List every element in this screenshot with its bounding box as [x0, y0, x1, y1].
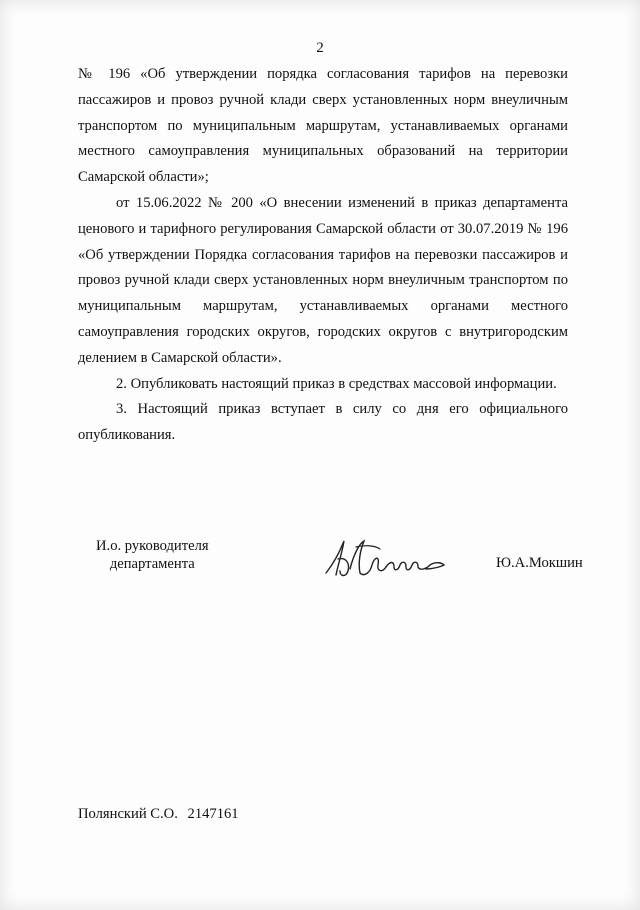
paragraph-continuation: № 196 «Об утверждении порядка согласования тарифов на перевозки пассажиров и провоз ручной клади сверх установленных норм внеуличным транспортом по муниципальным маршрутам, устанавливаемых органами местного самоуправления муниципальных образований на территории Самарской области»; — [78, 66, 568, 186]
signatory-title-line1: И.о. руководителя — [96, 538, 209, 554]
signatory-name: Ю.А.Мокшин — [496, 555, 583, 571]
signatory-title-line2: департамента — [109, 556, 195, 572]
executor-name: Полянский С.О. — [78, 806, 178, 822]
paragraph-amendment: от 15.06.2022 № 200 «О внесении изменений в приказ департамента ценового и тарифного регулирования Самарской области от 30.07.2019 № 196 «Об утверждении Порядка согласования тарифов на перевозки пассажиров и провоз ручной клади сверх установленных норм внеуличным транспортом по муниципальным маршрутам, устанавливаемых органами местного самоуправления городских округов, городских округов с внутригородским делением в Самарской области». — [78, 194, 568, 366]
paragraph-item-3: 3. Настоящий приказ вступает в силу со дня его официального опубликования. — [78, 401, 568, 444]
executor-footer — [78, 806, 245, 823]
signatory-title — [96, 537, 209, 573]
handwritten-signature — [320, 533, 450, 581]
document-body — [78, 62, 568, 449]
page-number: 2 — [316, 40, 324, 56]
signature-block — [0, 533, 640, 593]
paragraph-item-2: 2. Опубликовать настоящий приказ в средствах массовой информации. — [116, 375, 557, 392]
executor-phone: 2147161 — [187, 806, 239, 822]
